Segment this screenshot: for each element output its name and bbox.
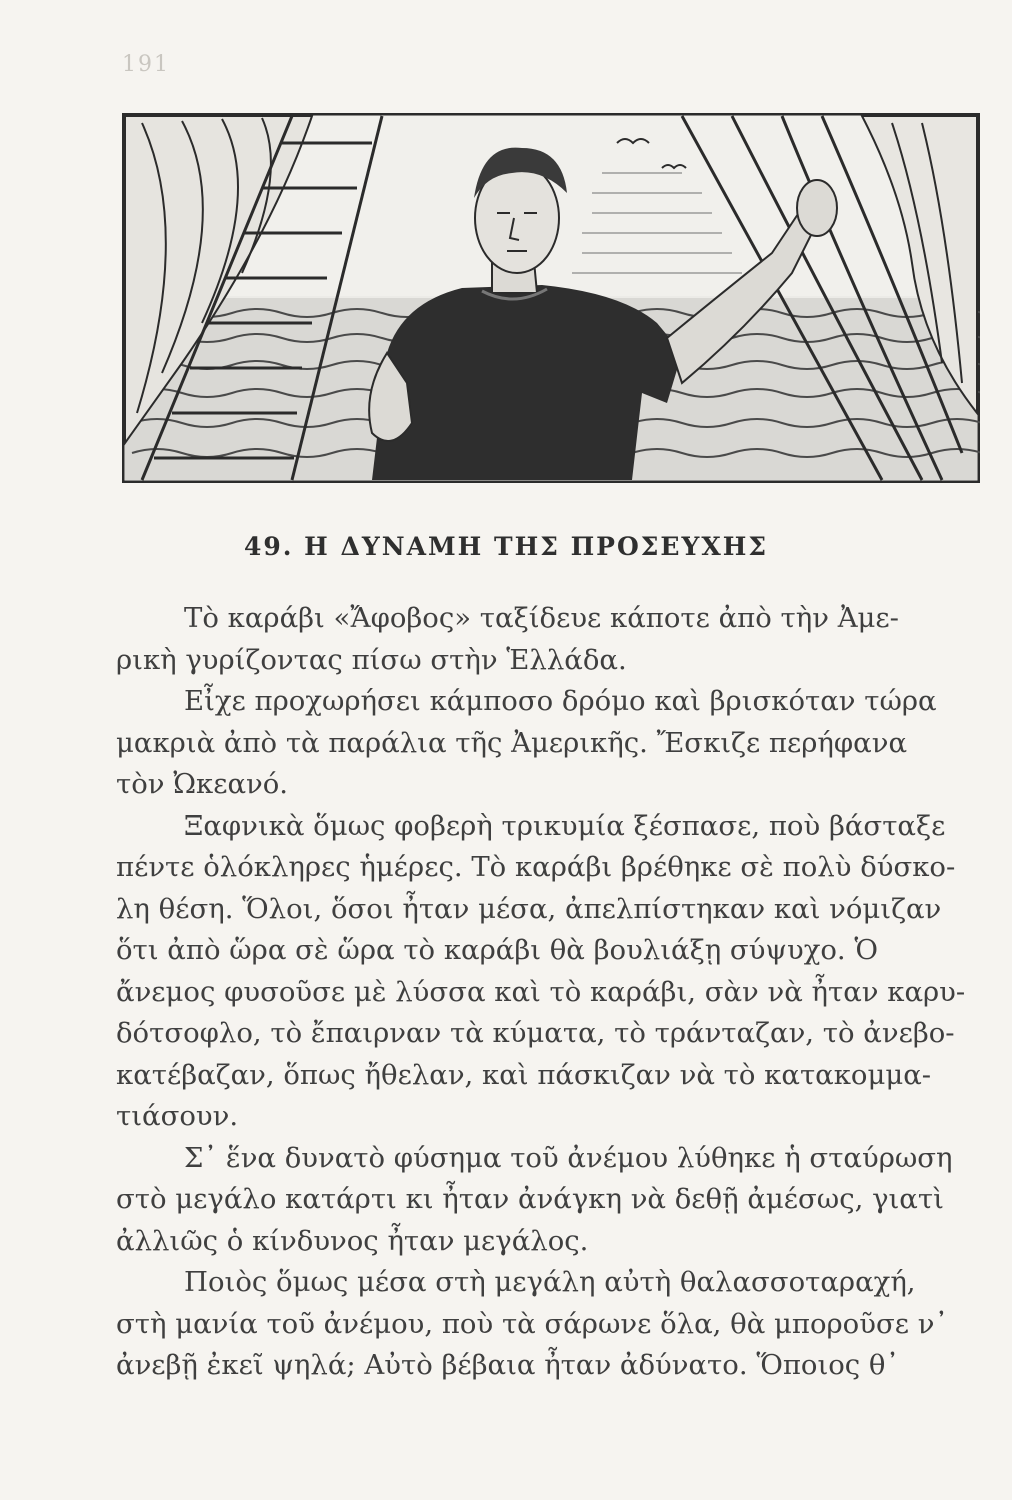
chapter-title: 49. Η ΔΥΝΑΜΗ ΤΗΣ ΠΡΟΣΕΥΧΗΣ (243, 532, 769, 561)
text-line: τὸν Ὠκεανό. (116, 768, 289, 800)
page-number: 191 (122, 52, 170, 77)
text-line: λη θέση. Ὅλοι, ὅσοι ἦταν μέσα, ἀπελπίστηκαν καὶ νόμιζαν (116, 892, 942, 925)
woodcut-image (122, 113, 980, 483)
text-line: στὴ μανία τοῦ ἀνέμου, ποὺ τὰ σάρωνε ὅλα, θὰ μποροῦσε ν᾽ (116, 1307, 949, 1340)
text-line: πέντε ὁλόκληρες ἡμέρες. Τὸ καράβι βρέθηκε σὲ πολὺ δύσκο- (116, 851, 956, 883)
text-line: Ποιὸς ὅμως μέσα στὴ μεγάλη αὐτὴ θαλασσοταραχή, (184, 1266, 916, 1298)
text-line: Σ᾽ ἕνα δυνατὸ φύσημα τοῦ ἀνέμου λύθηκε ἡ σταύρωση (184, 1141, 953, 1174)
text-line: ρικὴ γυρίζοντας πίσω στὴν Ἑλλάδα. (116, 643, 627, 676)
text-line: κατέβαζαν, ὅπως ἤθελαν, καὶ πάσκιζαν νὰ τὸ κατακομμα- (116, 1058, 932, 1091)
text-line: δότσοφλο, τὸ ἔπαιρναν τὰ κύματα, τὸ τράνταζαν, τὸ ἀνεβο- (116, 1017, 955, 1049)
text-line: Τὸ καράβι «Ἄφοβος» ταξίδευε κάποτε ἀπὸ τὴν Ἀμε- (184, 602, 899, 634)
text-line: ἄνεμος φυσοῦσε μὲ λύσσα καὶ τὸ καράβι, σὰν νὰ ἦταν καρυ- (116, 975, 966, 1008)
text-line: μακριὰ ἀπὸ τὰ παράλια τῆς Ἀμερικῆς. Ἔσκιζε περήφανα (116, 726, 908, 759)
text-line: ὅτι ἀπὸ ὥρα σὲ ὥρα τὸ καράβι θὰ βουλιάξῃ σύψυχο. Ὁ (116, 934, 879, 966)
text-line: Εἶχε προχωρήσει κάμποσο δρόμο καὶ βρισκόταν τώρα (184, 685, 937, 717)
text-line: Ξαφνικὰ ὅμως φοβερὴ τρικυμία ξέσπασε, ποὺ βάσταξε (184, 809, 946, 842)
sailor-illustration (122, 113, 980, 483)
text-line: τιάσουν. (116, 1100, 239, 1132)
story-text (116, 598, 978, 1387)
text-line: ἀλλιῶς ὁ κίνδυνος ἦταν μεγάλος. (116, 1224, 589, 1257)
text-line: ἀνεβῇ ἐκεῖ ψηλά; Αὐτὸ βέβαια ἦταν ἀδύνατο. Ὅποιος θ᾽ (116, 1349, 900, 1381)
text-line: στὸ μεγάλο κατάρτι κι ἦταν ἀνάγκη νὰ δεθῇ ἀμέσως, γιατὶ (116, 1183, 944, 1215)
